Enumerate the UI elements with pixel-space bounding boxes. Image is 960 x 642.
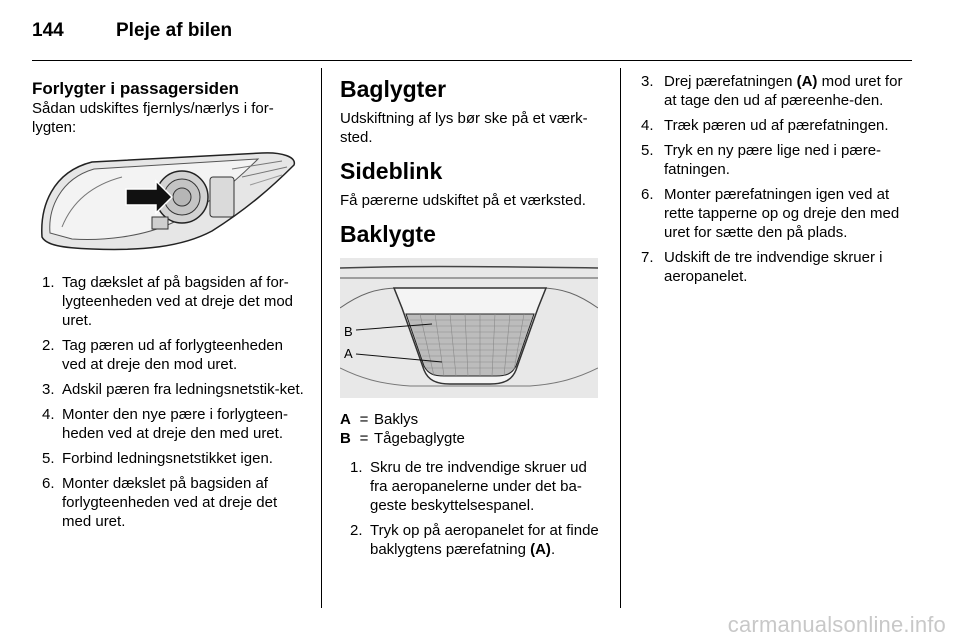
list-item: 7. Udskift de tre indvendige skruer i aeropanelet.	[641, 249, 883, 285]
section-heading-sideblink: Sideblink	[340, 158, 443, 184]
watermark: carmanualsonline.info	[727, 612, 946, 637]
figure-label-b: B	[344, 324, 353, 339]
page-header	[32, 16, 912, 52]
reference-a: (A)	[796, 73, 818, 90]
rear-lamp-illustration	[340, 258, 598, 398]
baglygter-text: Udskiftning af lys bør ske på et værk-sted.	[340, 110, 588, 146]
column-divider	[321, 68, 322, 608]
list-item: 1. Tag dækslet af på bagsiden af for-lygteenheden ved at dreje det mod uret.	[42, 274, 293, 329]
list-item: 3. Adskil pæren fra ledningsnetstik-ket.	[42, 381, 304, 398]
section-heading-baglygter: Baglygter	[340, 76, 447, 102]
intro-text: Sådan udskiftes fjernlys/nærlys i for-lygten:	[32, 100, 274, 136]
list-item: 2. Tag pæren ud af forlygteenheden ved at dreje den mod uret.	[42, 337, 283, 373]
legend-row: B = Tågebaglygte	[340, 430, 465, 447]
figure-legend	[340, 410, 602, 448]
list-item: 6. Monter pærefatningen igen ved at rette tapperne op og dreje den med uret for sætte den på plads.	[641, 186, 900, 241]
header-rule	[32, 60, 912, 61]
legend-row: A = Baklys	[340, 411, 419, 428]
headlamp-illustration	[32, 147, 300, 263]
list-item: 3. Drej pærefatningen (A) mod uret for at tage den ud af pæreenhe-den.	[641, 73, 903, 109]
section-heading-passenger-headlamp: Forlygter i passagersiden	[32, 79, 239, 98]
list-item: 4. Monter den nye pære i forlygteen-heden ved at dreje den med uret.	[42, 406, 288, 442]
section-heading-baklygte: Baklygte	[340, 221, 436, 247]
list-item: 5. Forbind ledningsnetstikket igen.	[42, 450, 273, 467]
list-item: 4. Træk pæren ud af pærefatningen.	[641, 117, 889, 134]
column-divider	[620, 68, 621, 608]
column-3	[638, 72, 910, 292]
passenger-headlamp-steps	[32, 273, 304, 531]
list-item: 6. Monter dækslet på bagsiden af forlygteenheden ved at dreje det med uret.	[42, 475, 278, 530]
page-number: 144	[32, 20, 64, 41]
reverse-lamp-steps	[340, 458, 602, 559]
figure-label-a: A	[344, 346, 353, 361]
sideblink-text: Få pærerne udskiftet på et værksted.	[340, 192, 586, 209]
list-item: 2. Tryk op på aeropanelet for at finde baklygtens pærefatning (A).	[350, 522, 599, 558]
reverse-lamp-steps-continued	[638, 72, 910, 286]
column-1	[32, 72, 304, 537]
list-item: 5. Tryk en ny pære lige ned i pære-fatningen.	[641, 142, 882, 178]
page-title: Pleje af bilen	[116, 20, 233, 41]
column-2	[340, 72, 602, 565]
reference-a: (A)	[530, 541, 551, 558]
list-item: 1. Skru de tre indvendige skruer ud fra aeropanelerne under det ba-geste beskyttelsespanel.	[350, 459, 587, 514]
